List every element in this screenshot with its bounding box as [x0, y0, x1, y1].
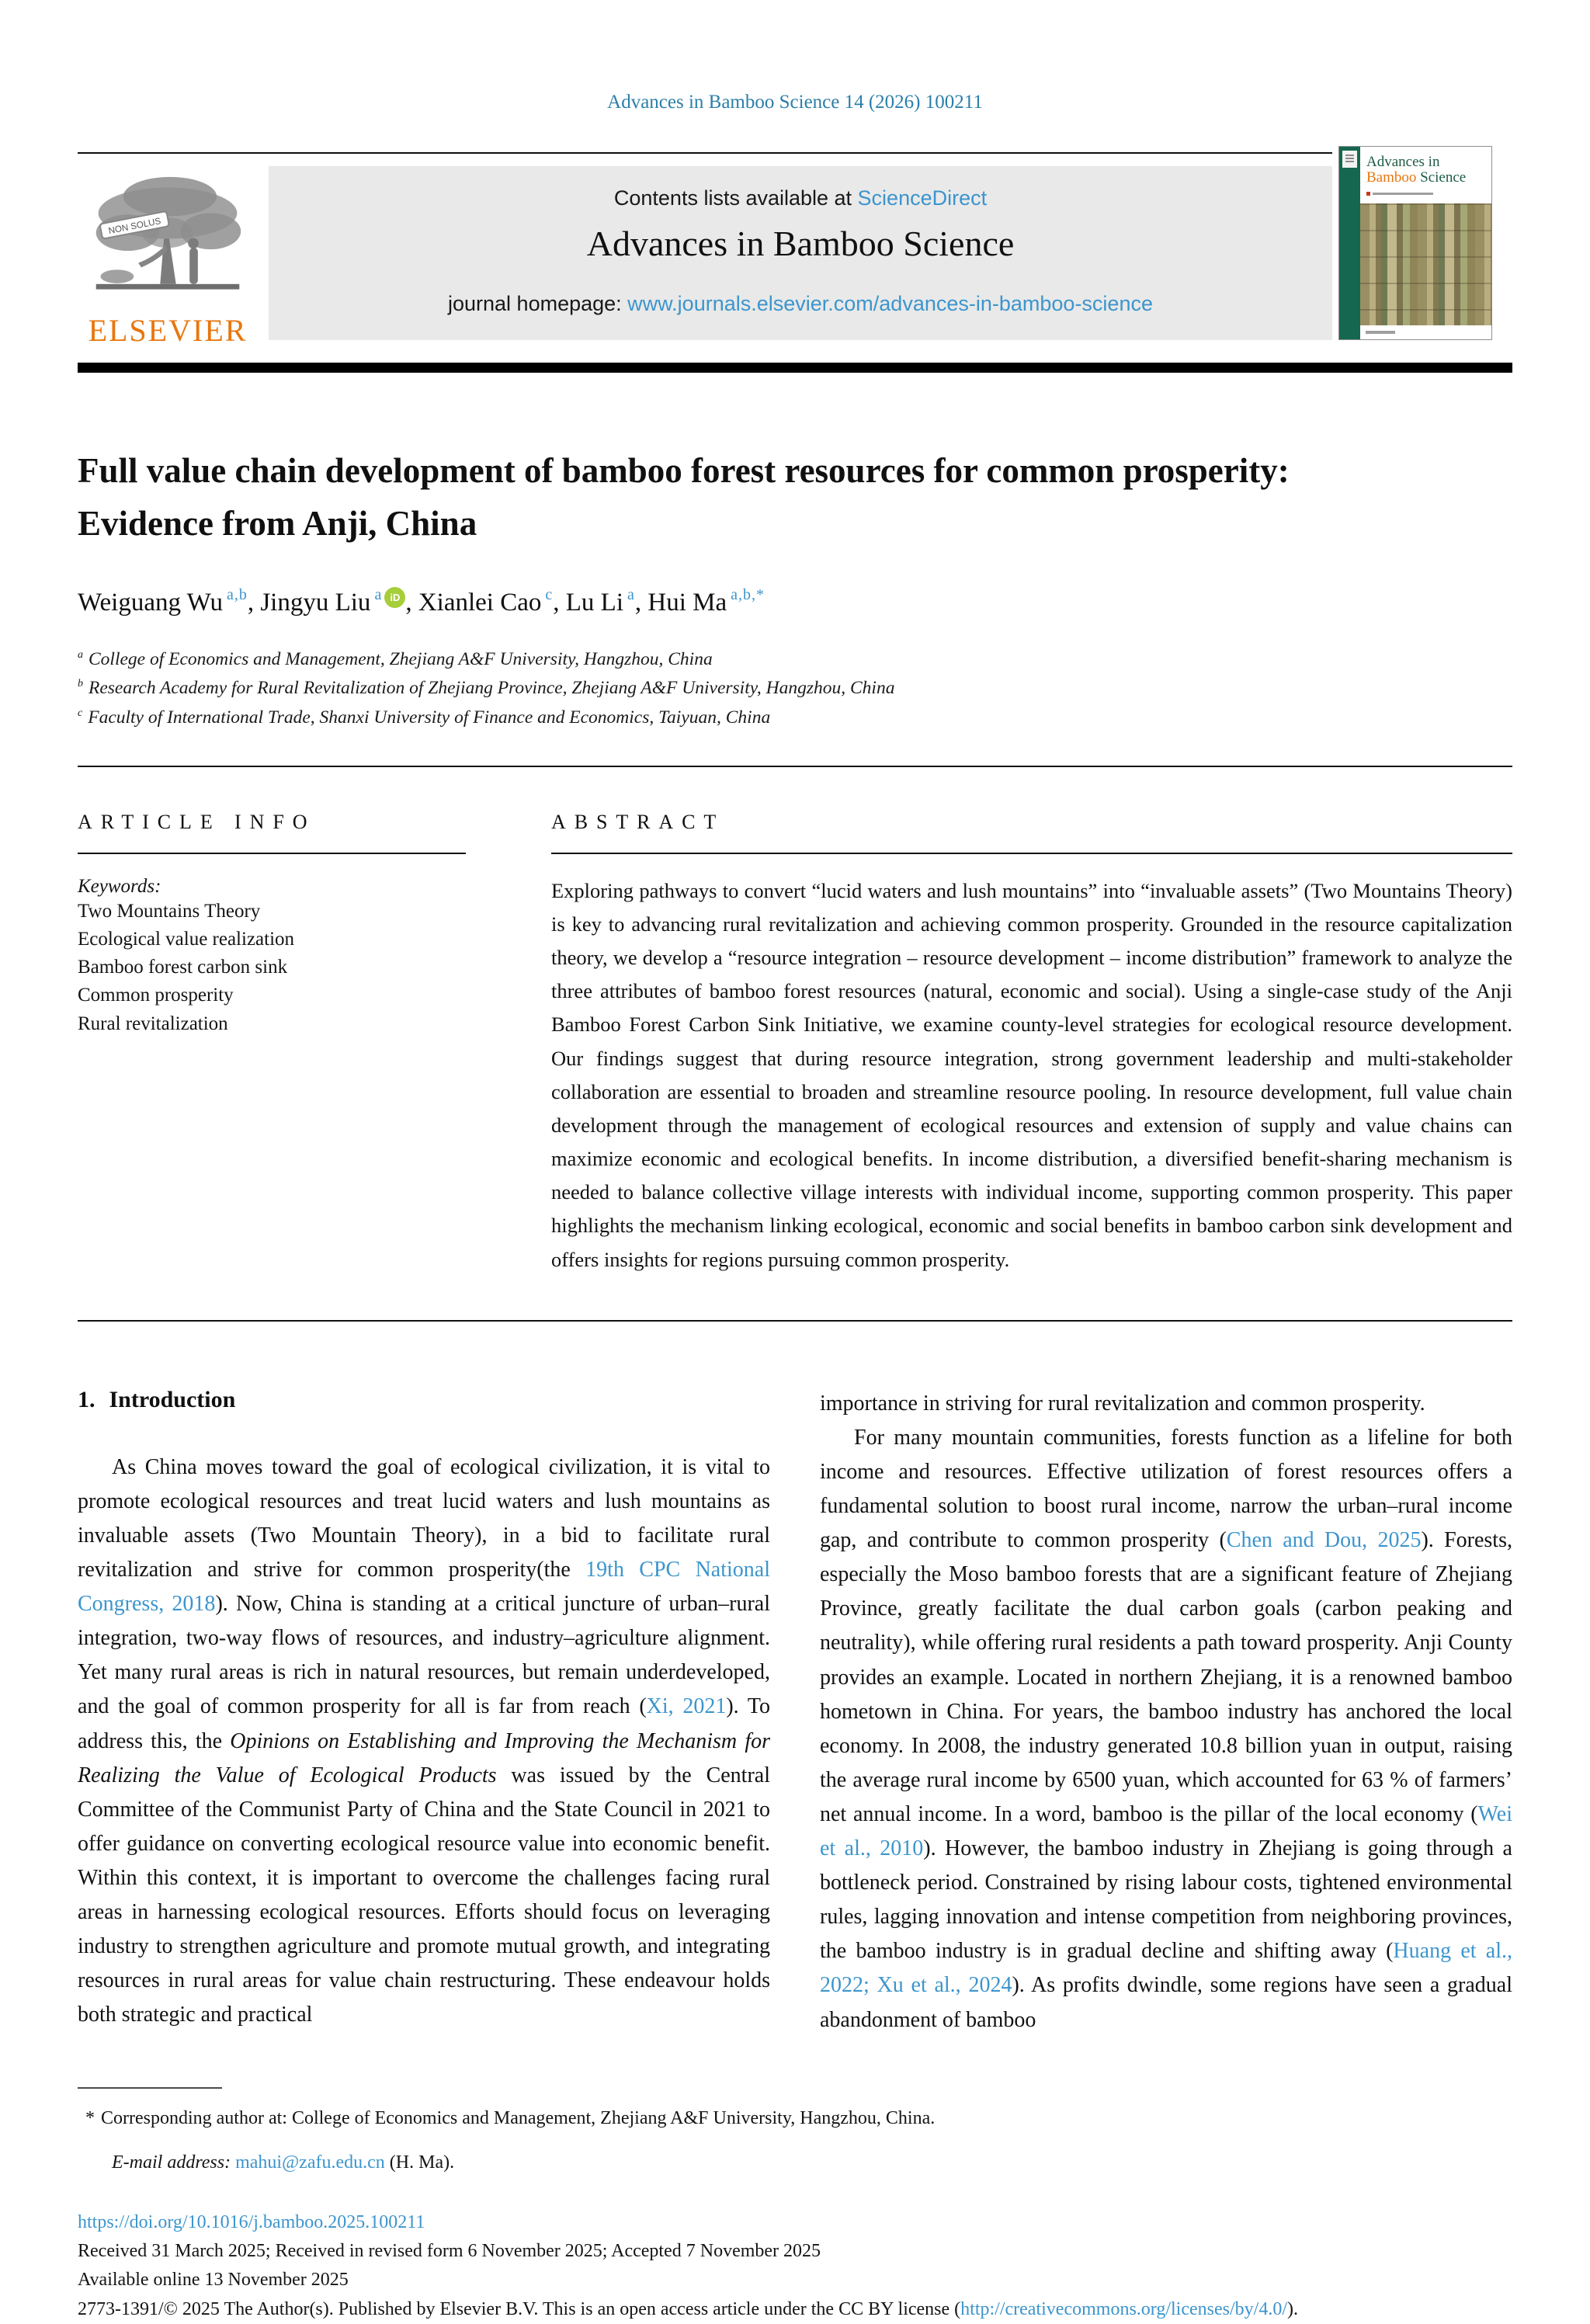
- abstract-rule: [551, 853, 1512, 854]
- author-separator: ,: [247, 588, 261, 617]
- author-separator: ,: [553, 588, 566, 617]
- cover-title-line2: [1366, 170, 1485, 186]
- affiliation-superscript: a: [78, 648, 83, 661]
- copyright-text: 2773-1391/© 2025 The Author(s). Published by Elsevier B.V. This is an open access article under the CC BY license (: [78, 2298, 961, 2319]
- elsevier-tree-logo: [89, 169, 247, 309]
- homepage-label: journal homepage:: [448, 292, 628, 315]
- header-banner: [78, 152, 1512, 349]
- author-2: [418, 585, 566, 617]
- paragraph-text: ). Now, China is standing at a critical juncture of urban–rural integration, two-way flows of resources, and industry–agriculture alignment. Yet many rural areas is rich in natural resources, but remain underdeveloped, and the goal of common prosperity for all is far from reach (: [78, 1592, 770, 1719]
- cover-bamboo-photo: [1360, 203, 1491, 325]
- affiliation-superscript: b: [78, 678, 83, 690]
- cover-green-strip: [1339, 147, 1360, 339]
- cover-elsevier-mark: [1342, 151, 1357, 168]
- citation-link-wei-2010[interactable]: Wei et al., 2010: [820, 1801, 1512, 1861]
- abstract-column: [551, 811, 1512, 1277]
- license-link[interactable]: http://creativecommons.org/licenses/by/4.0/: [960, 2298, 1287, 2319]
- author-4: [647, 585, 765, 617]
- journal-banner-box: [269, 166, 1332, 340]
- author-name: Xianlei Cao: [418, 588, 542, 617]
- citation-link-huang-xu[interactable]: Huang et al., 2022; Xu et al., 2024: [820, 1939, 1512, 1998]
- paragraph-text: ). However, the bamboo industry in Zhejiang is going through a bottleneck period. Constrained by rising labour costs, tightened environmental rules, lagging innovation and intense competition from neighboring provinces, the bamboo industry is in gradual decline and shifting away (: [820, 1836, 1512, 1964]
- sciencedirect-link[interactable]: ScienceDirect: [857, 186, 988, 210]
- author-name: Lu Li: [565, 588, 623, 617]
- contents-prefix: Contents lists available at: [613, 186, 858, 210]
- divider-below-affiliations: [78, 766, 1512, 767]
- affiliation-text: Faculty of International Trade, Shanxi University of Finance and Economics, Taiyuan, China: [88, 707, 771, 728]
- affiliation-text: College of Economics and Management, Zhejiang A&F University, Hangzhou, China: [89, 648, 713, 669]
- copyright-suffix: ).: [1286, 2298, 1298, 2319]
- section-heading-introduction: [78, 1387, 770, 1413]
- footnote-star: *: [85, 2107, 95, 2128]
- keywords-label: Keywords:: [78, 875, 161, 897]
- available-online: Available online 13 November 2025: [78, 2270, 349, 2291]
- affiliation-superscript: c: [78, 707, 83, 719]
- keyword-item: Rural revitalization: [78, 1013, 228, 1034]
- author-3: [565, 585, 648, 617]
- paragraph-text: For many mountain communities, forests function as a lifeline for both income and resources. Effective utilization of forest resources offers a fundamental solution to boost rural income, narrow the urban–rural income gap, and contribute to common prosperity (: [820, 1425, 1512, 1553]
- corresponding-author-text: Corresponding author at: College of Economics and Management, Zhejiang A&F University, Hangzhou, China.: [101, 2107, 936, 2128]
- article-info-rule: [78, 853, 466, 854]
- cover-mark-glyph: [1345, 155, 1354, 164]
- citation-link-chen-dou[interactable]: Chen and Dou, 2025: [1226, 1528, 1422, 1553]
- author-name: Hui Ma: [647, 588, 727, 617]
- policy-document-title: Opinions on Establishing and Improving the Mechanism for Realizing the Value of Ecological Products: [78, 1728, 770, 1787]
- paragraph-text: ). To address this, the: [78, 1694, 770, 1753]
- email-suffix: (H. Ma).: [384, 2152, 455, 2173]
- paragraph-text: ). As profits dwindle, some regions have seen a gradual abandonment of bamboo: [820, 1973, 1513, 2032]
- non-solus-banner: NON SOLUS: [107, 216, 162, 237]
- email-note: [112, 2149, 1512, 2177]
- cover-head: [1360, 147, 1491, 200]
- divider-below-abstract: [78, 1320, 1512, 1322]
- body-left-column: [78, 1387, 770, 2037]
- footnote-rule: [78, 2087, 222, 2089]
- cover-issn-bar: [1366, 331, 1395, 334]
- homepage-link[interactable]: www.journals.elsevier.com/advances-in-bamboo-science: [627, 292, 1153, 315]
- cover-title-science: Science: [1416, 168, 1467, 186]
- meta-section: [78, 811, 1512, 1277]
- author-1: [260, 585, 418, 617]
- header-main: [78, 152, 1332, 349]
- doi-link[interactable]: https://doi.org/10.1016/j.bamboo.2025.100211: [78, 2211, 425, 2232]
- affiliation-row-c: [78, 703, 1512, 733]
- article-info-heading: ARTICLE INFO: [78, 810, 316, 833]
- keyword-item: Bamboo forest carbon sink: [78, 957, 288, 978]
- article-title: Full value chain development of bamboo forest resources for common prosperity: Evidence from Anji, China: [78, 451, 1290, 544]
- author-separator: ,: [405, 588, 418, 617]
- homepage-line: [287, 292, 1314, 316]
- author-name: Jingyu Liu: [260, 588, 371, 617]
- elsevier-wordmark: ELSEVIER: [88, 313, 248, 348]
- abstract-text: Exploring pathways to convert “lucid waters and lush mountains” into “invaluable assets” (Two Mountains Theory) is key to advancing rural revitalization and achieving common prosperity. Grounded in the resource capitalization theory, we develop a “resource integration – resource development – income distribution” framework to analyze the three attributes of bamboo forest resources (natural, economic and social). Using a single-case study of the Anji Bamboo Forest Carbon Sink Initiative, we examine county-level strategies for ecological resource development. Our findings suggest that during resource integration, strong government leadership and multi-stakeholder collaboration are essential to broaden and streamline resource pooling. In resource development, full value chain development through the management of ecological resources and extension of supply and value chains can maximize economic and ecological benefits. In income distribution, a diversified benefit-sharing mechanism is needed to balance collective village interests with individual income, supporting common prosperity. This paper highlights the mechanism linking ecological, economic and social benefits in bamboo carbon sink development and offers insights for regions pursuing common prosperity.: [551, 878, 1512, 1271]
- copyright-line: [78, 2295, 1512, 2324]
- cover-footer: [1360, 325, 1491, 339]
- affiliation-row-a: [78, 645, 1512, 675]
- author-superscript: a,b,*: [731, 585, 765, 603]
- keyword-item: Two Mountains Theory: [78, 900, 261, 922]
- section-number: 1.: [78, 1386, 95, 1412]
- cover-red-square: [1366, 192, 1370, 196]
- article-footer-block: [78, 2208, 1512, 2324]
- email-link[interactable]: mahui@zafu.edu.cn: [235, 2152, 385, 2173]
- intro-paragraph-1-continued: [820, 1387, 1512, 1421]
- cover-title-line1: Advances in: [1366, 154, 1440, 170]
- cover-body: [1360, 147, 1491, 339]
- intro-paragraph-1: [78, 1450, 770, 2033]
- section-title: Introduction: [109, 1386, 236, 1412]
- cover-title-bamboo: Bamboo: [1366, 168, 1417, 186]
- contents-line: [287, 186, 1314, 210]
- abstract-heading: ABSTRACT: [551, 810, 725, 833]
- article-info-column: [78, 811, 466, 1277]
- author-separator: ,: [634, 588, 648, 617]
- body-right-column: [820, 1387, 1512, 2037]
- intro-paragraph-2: [820, 1421, 1512, 2037]
- author-name: Weiguang Wu: [78, 588, 223, 617]
- author-0: [78, 585, 261, 617]
- authors-line: [78, 586, 1512, 617]
- author-superscript: a: [374, 585, 383, 603]
- citation-link-cpc-congress[interactable]: 19th CPC National Congress, 2018: [78, 1558, 770, 1617]
- affiliation-text: Research Academy for Rural Revitalization of Zhejiang Province, Zhejiang A&F University, Hangzhou, China: [89, 678, 895, 699]
- cover-url-bar: [1373, 193, 1433, 195]
- paragraph-text: As China moves toward the goal of ecological civilization, it is vital to promote ecological resources and treat lucid waters and lush mountains as invaluable assets (Two Mountain Theory), in a bid to facilitate rural revitalization and strive for common prosperity(the: [78, 1454, 770, 1582]
- author-superscript: a,b: [226, 585, 248, 603]
- cover-url-line: [1366, 192, 1485, 196]
- article-body: [78, 1387, 1512, 2037]
- corresponding-author-note: [78, 2104, 1512, 2133]
- affiliation-row-b: [78, 674, 1512, 703]
- author-superscript: a: [627, 585, 635, 603]
- citation-link-xi-2021[interactable]: Xi, 2021: [646, 1694, 727, 1719]
- keyword-item: Ecological value realization: [78, 928, 295, 950]
- paragraph-text: ). Forests, especially the Moso bamboo forests that are a significant feature of Zhejiang Province, greatly facilitate the dual carbon goals (carbon peaking and neutrality), while offering rural residents a path toward prosperity. Anji County provides an example. Located in northern Zhejiang, it is a renowned bamboo hometown in China. For years, the bamboo industry has anchored the local economy. In 2008, the industry generated 10.8 billion yuan in output, raising the average rural income by 6500 yuan, which accounted for 63 % of farmers’ net annual income. In a word, bamboo is the pillar of the local economy (: [820, 1528, 1512, 1826]
- orcid-icon[interactable]: iD: [384, 587, 405, 608]
- affiliations: [78, 645, 1512, 733]
- received-dates: Received 31 March 2025; Received in revised form 6 November 2025; Accepted 7 November 2025: [78, 2241, 821, 2262]
- email-label: E-mail address:: [112, 2152, 231, 2173]
- keyword-item: Common prosperity: [78, 985, 234, 1006]
- page-citation[interactable]: Advances in Bamboo Science 14 (2026) 100211: [607, 92, 983, 113]
- elsevier-logo: [78, 166, 258, 349]
- paragraph-text: importance in striving for rural revitalization and common prosperity.: [820, 1391, 1425, 1416]
- header-divider-bar: [78, 363, 1512, 373]
- journal-title: Advances in Bamboo Science: [586, 224, 1015, 263]
- paragraph-text: was issued by the Central Committee of the Communist Party of China and the State Council in 2021 to offer guidance on converting ecological resource value into economic benefit. Within this context, it is important to overcome the challenges facing rural areas in harnessing ecological resources. Efforts should focus on leveraging industry to strengthen agriculture and promote mutual growth, and integrating resources in rural areas for value chain restructuring. These endeavour holds both strategic and practical: [78, 1763, 770, 2027]
- author-superscript: c: [545, 585, 554, 603]
- journal-cover-thumbnail: [1338, 146, 1492, 340]
